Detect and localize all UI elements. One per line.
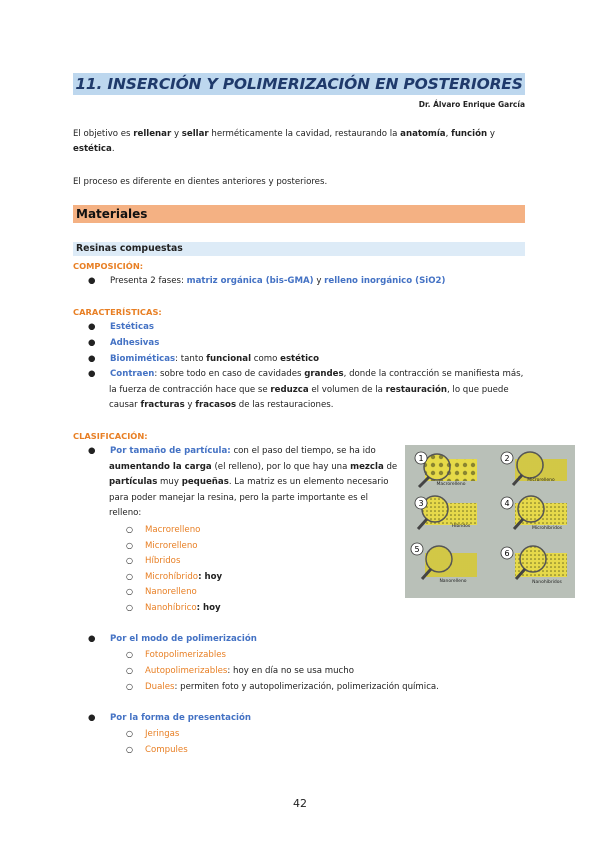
svg-text:Nanorelleno: Nanorelleno	[439, 579, 467, 584]
svg-text:5: 5	[414, 545, 420, 554]
sub-item: ○ Nanohíbrico: hoy	[126, 603, 221, 613]
svg-text:6: 6	[504, 549, 510, 558]
composicion-heading: COMPOSICIÓN:	[73, 261, 144, 271]
list-item: ● Adhesivas	[88, 338, 160, 348]
panel-nanohibridos	[501, 546, 567, 585]
svg-text:2: 2	[504, 454, 510, 463]
list-item: ● Estéticas	[88, 322, 154, 332]
list-item: ● Biomiméticas: tanto funcional como estético	[88, 354, 320, 364]
sub-item: ○ Fotopolimerizables	[126, 650, 226, 660]
svg-text:Nanohíbridos: Nanohíbridos	[532, 580, 562, 585]
filler-types-illustration	[405, 445, 575, 598]
list-item: ● Por el modo de polimerización	[88, 634, 257, 644]
svg-text:Macrorelleno: Macrorelleno	[436, 482, 466, 487]
list-item: ● Por la forma de presentación	[88, 713, 252, 723]
svg-text:1: 1	[418, 454, 424, 463]
sub-item: ○ Nanorelleno	[126, 587, 197, 597]
list-item-continuation: para poder manejar la resina, pero la parte importante es el	[109, 493, 369, 503]
svg-text:4: 4	[504, 499, 510, 508]
sub-item: ○ Duales: permiten foto y autopolimerización, polimerización química.	[126, 682, 439, 692]
svg-text:3: 3	[418, 499, 424, 508]
page-title: 11. INSERCIÓN Y POLIMERIZACIÓN EN POSTERIORES	[75, 75, 523, 93]
panel-microrelleno	[501, 452, 567, 485]
panel-macrorelleno	[415, 452, 477, 487]
list-item: ● Por tamaño de partícula: con el paso del tiempo, se ha ido	[88, 446, 376, 456]
sub-item: ○ Microhíbrido: hoy	[126, 572, 223, 582]
list-item-continuation: relleno:	[109, 508, 142, 518]
list-item: ● Contraen: sobre todo en caso de cavidades grandes, donde la contracción se manifiesta más,	[88, 369, 524, 379]
sub-item: ○ Microrelleno	[126, 541, 198, 551]
list-item-continuation: aumentando la carga (el relleno), por lo que hay una mezcla de	[109, 462, 398, 472]
intro-paragraph: El objetivo es rellenar y sellar herméticamente la cavidad, restaurando la anatomía, función y estética.	[73, 129, 495, 154]
panel-microhibridos	[501, 496, 567, 531]
svg-text:Microhíbridos: Microhíbridos	[531, 526, 563, 531]
caracteristicas-heading: CARACTERÍSTICAS:	[73, 307, 162, 317]
sub-item: ○ Compules	[126, 745, 188, 755]
clasificacion-heading: CLASIFICACIÓN:	[73, 431, 148, 441]
list-item-continuation: partículas muy pequeñas. La matriz es un elemento necesario	[109, 477, 389, 487]
author: Dr. Álvaro Enrique García	[418, 100, 525, 109]
intro-paragraph-2: El proceso es diferente en dientes anteriores y posteriores.	[73, 177, 328, 187]
svg-text:Microrelleno: Microrelleno	[527, 478, 555, 483]
panel-hibridos	[415, 496, 477, 529]
sub-item: ○ Autopolimerizables: hoy en día no se usa mucho	[126, 666, 354, 676]
title-banner	[73, 73, 525, 95]
sub-item: ○ Macrorelleno	[126, 525, 201, 535]
materiales-heading: Materiales	[73, 205, 525, 223]
list-item-continuation: causar fracturas y fracasos de las restauraciones.	[109, 400, 334, 410]
sub-item: ○ Jeringas	[126, 729, 180, 739]
list-item-continuation: la fuerza de contracción hace que se reduzca el volumen de la restauración, lo que puede	[109, 385, 509, 395]
list-item: ● Presenta 2 fases: matriz orgánica (bis-GMA) y relleno inorgánico (SiO2)	[88, 276, 446, 286]
panel-nanorelleno	[411, 543, 477, 584]
sub-item: ○ Híbridos	[126, 556, 181, 566]
resinas-heading: Resinas compuestas	[73, 242, 525, 256]
svg-text:Híbridos: Híbridos	[451, 524, 471, 529]
filler-types-figure	[405, 445, 575, 598]
page-number: 42	[293, 797, 307, 810]
